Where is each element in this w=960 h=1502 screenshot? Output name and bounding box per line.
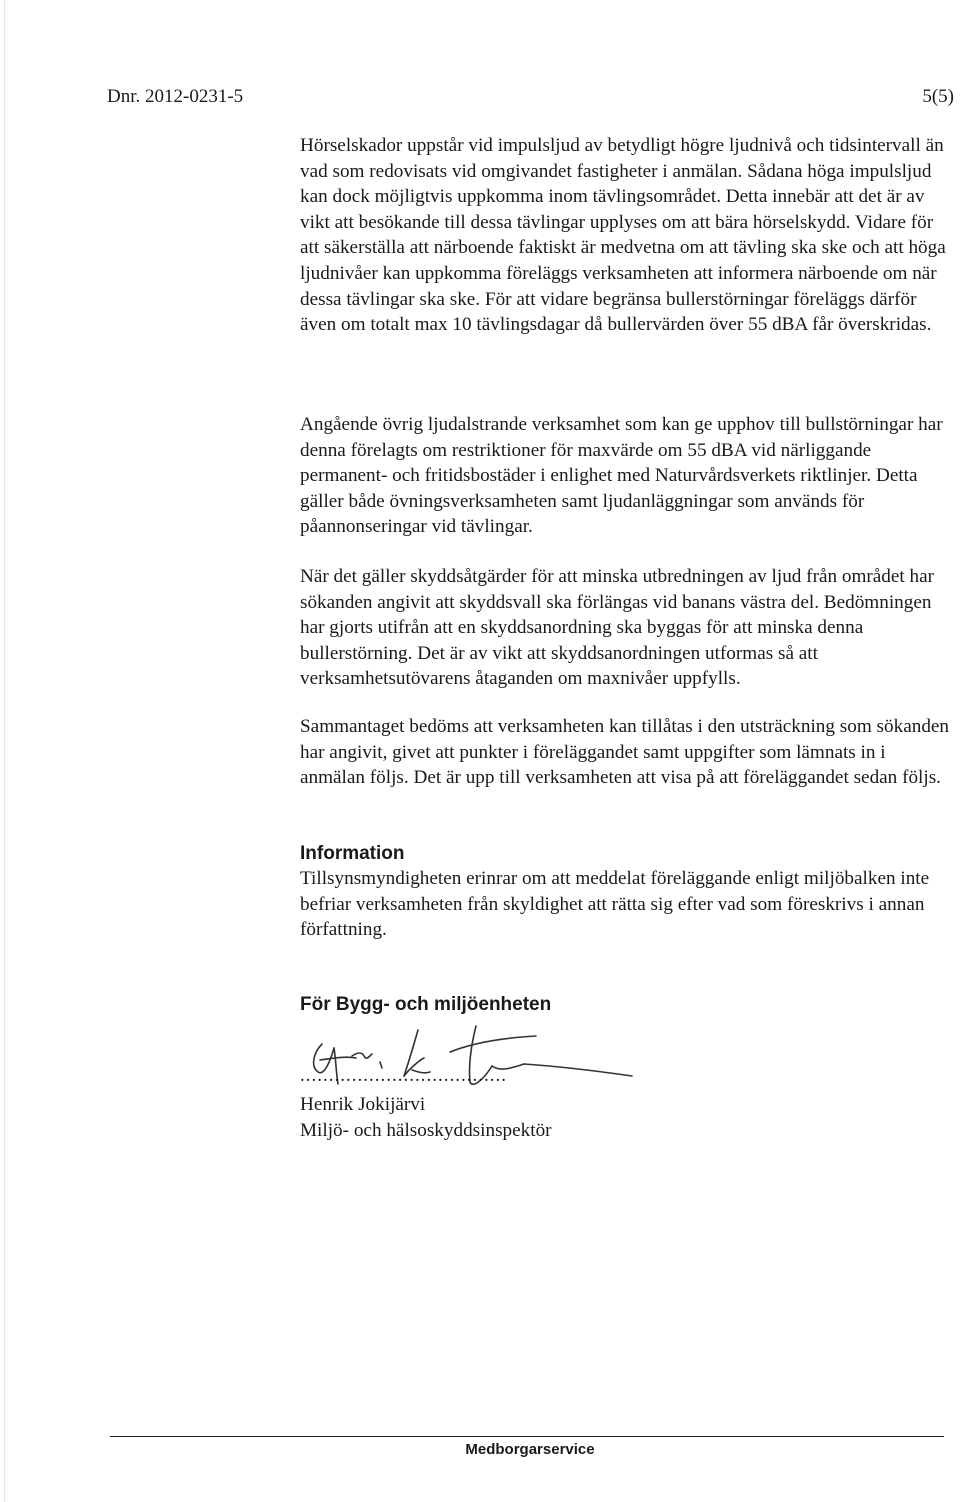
paragraph-protective-measures: När det gäller skyddsåtgärder för att minska utbredningen av ljud från området har sökanden angivit att skyddsvall ska förlängas vid banans västra del. Bedömningen har gjorts utifrån att en skyddsanordning ska byggas för att minska denna bullerstörning. Det är av vikt att skyddsanordningen utformas så att verksamhetsutövarens åtaganden om maxnivåer uppfylls. <box>300 566 935 690</box>
page-edge-line <box>4 0 5 1502</box>
footer-label: Medborgarservice <box>465 1441 595 1458</box>
signature-heading: För Bygg- och miljöenheten <box>300 994 552 1015</box>
page-number: 5(5) <box>922 86 954 107</box>
paragraph-hearing-damage: Hörselskador uppstår vid impulsljud av betydligt högre ljudnivå och tidsintervall än vad som redovisats vid omgivandet fastigheter i anmälan. Sådana höga impulsljud kan dock möjligtvis uppkomma inom tävlingsområdet. Detta innebär att det är av vikt att besökande till dessa tävlingar upplyses om att bära hörselskydd. Vidare för att säkerställa att närboende faktiskt är medvetna om att tävling ska ske och att höga ljudnivåer kan uppkomma föreläggs verksamheten att informera närboende om när dessa tävlingar ska ske. För att vidare begränsa bullerstörningar föreläggs därför även om totalt max 10 tävlingsdagar då bullervärden över 55 dBA får överskridas. <box>300 135 946 336</box>
paragraph-other-noise: Angående övrig ljudalstrande verksamhet som kan ge upphov till bullstörningar har denna förelagts om restriktioner för maxvärde om 55 dBA vid närliggande permanent- och fritidsbostäder i enlighet med Naturvårdsverkets riktlinjer. Detta gäller både övningsverksamheten samt ljudanläggningar som används för påannonseringar vid tävlingar. <box>300 414 943 538</box>
signer-name: Henrik Jokijärvi <box>300 1094 426 1115</box>
signer-title: Miljö- och hälsoskyddsinspektör <box>300 1120 552 1141</box>
information-heading: Information <box>300 843 405 864</box>
signature-line: .................................... <box>300 1065 507 1086</box>
diary-number: Dnr. 2012-0231-5 <box>107 86 244 107</box>
information-text: Tillsynsmyndigheten erinrar om att meddelat föreläggande enligt miljöbalken inte befriar verksamheten från skyldighet att rätta sig efter vad som föreskrivs i annan författning. <box>300 868 930 941</box>
paragraph-summary: Sammantaget bedöms att verksamheten kan tillåtas i den utsträckning som sökanden har angivit, givet att punkter i föreläggandet samt uppgifter som lämnats in i anmälan följs. Det är upp till verksamheten att visa på att föreläggandet sedan följs. <box>300 716 950 789</box>
footer-divider <box>110 1436 944 1437</box>
